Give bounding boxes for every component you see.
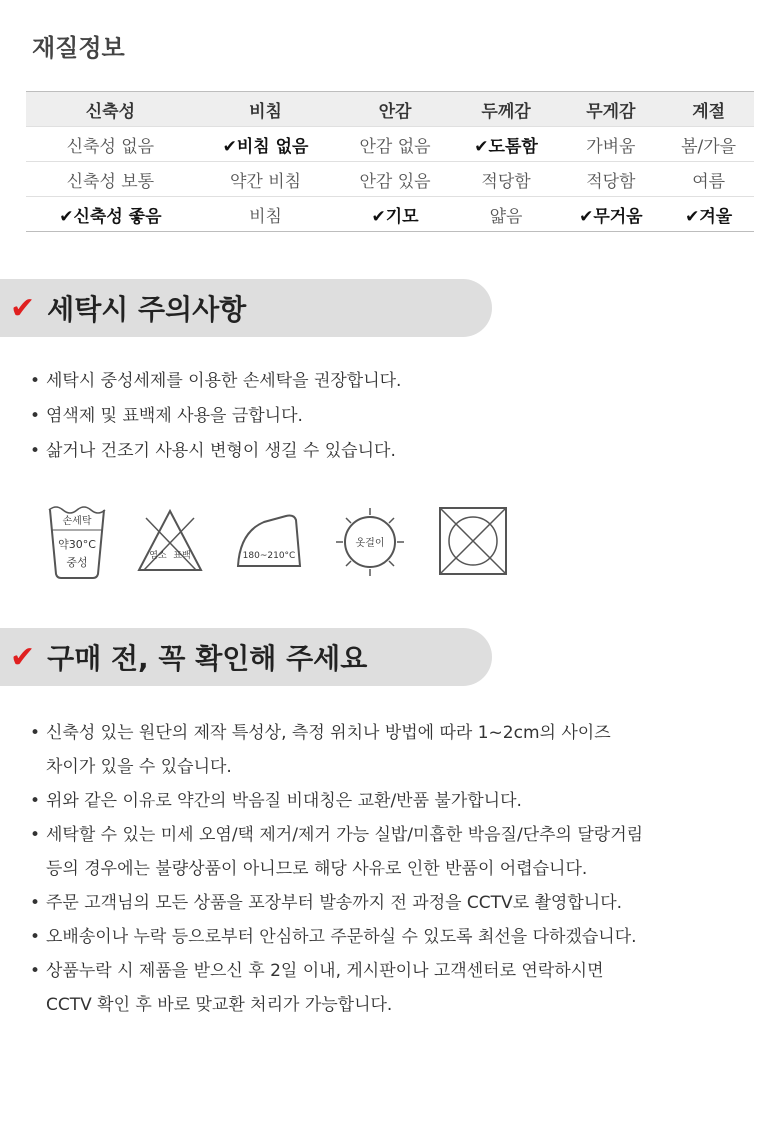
list-item-line: 오배송이나 누락 등으로부터 안심하고 주문하실 수 있도록 최선을 다하겠습니다. <box>46 927 637 947</box>
list-item-line: 세탁할 수 있는 미세 오염/택 제거/제거 가능 실밥/미흡한 박음질/단추의 달랑거림 <box>46 825 644 845</box>
table-cell: 안감 없음 <box>336 127 453 162</box>
no-tumble-dry-icon <box>438 506 508 576</box>
table-cell: 가벼움 <box>558 127 663 162</box>
table-header-row <box>26 92 754 127</box>
notice-section-heading: 구매 전, 꼭 확인해 주세요 <box>47 642 368 675</box>
list-item-line: 신축성 있는 원단의 제작 특성상, 측정 위치나 방법에 따라 1~2cm의 사이즈 <box>46 723 611 743</box>
care-instructions-list <box>30 364 401 469</box>
column-header: 안감 <box>336 92 453 127</box>
hand-wash-icon <box>46 504 108 580</box>
column-header: 계절 <box>663 92 754 127</box>
list-item-line: 차이가 있을 수 있습니다. <box>46 757 232 777</box>
table-cell: 적당함 <box>558 162 663 197</box>
material-info-table <box>26 91 754 232</box>
column-header: 신축성 <box>26 92 195 127</box>
table-cell: 안감 있음 <box>336 162 453 197</box>
line-dry-icon <box>334 506 406 578</box>
notice-section-banner <box>0 628 492 686</box>
list-item: • 삶거나 건조기 사용시 변형이 생길 수 있습니다. <box>30 434 401 469</box>
list-item-line: 주문 고객님의 모든 상품을 포장부터 발송까지 전 과정을 CCTV로 촬영합니다. <box>46 893 623 913</box>
list-item <box>30 954 643 1022</box>
care-symbols <box>46 504 546 582</box>
table-row <box>26 197 754 232</box>
table-cell: ✔ 도톰함 <box>454 127 559 162</box>
detergent-type: 중성 <box>66 556 88 569</box>
column-header: 비침 <box>195 92 337 127</box>
notice-list <box>30 716 643 1022</box>
iron-temperature: 180~210°C <box>242 551 296 561</box>
check-icon: ✔ <box>10 639 36 675</box>
table-cell: 약간 비침 <box>195 162 337 197</box>
table-cell: 비침 <box>195 197 337 232</box>
table-cell: ✔ 겨울 <box>663 197 754 232</box>
iron-icon <box>234 510 304 572</box>
table-cell: 신축성 보통 <box>26 162 195 197</box>
bleach-label: 표백 <box>173 551 191 561</box>
table-cell: 적당함 <box>454 162 559 197</box>
list-item-line: 등의 경우에는 불량상품이 아니므로 해당 사유로 인한 반품이 어렵습니다. <box>46 859 588 879</box>
list-item <box>30 920 643 954</box>
page-title: 재질정보 <box>32 34 125 62</box>
table-cell: 봄/가을 <box>663 127 754 162</box>
hand-wash-label: 손세탁 <box>62 516 92 527</box>
care-section-heading: 세탁시 주의사항 <box>47 293 247 326</box>
list-item <box>30 716 643 784</box>
care-section-banner <box>0 279 492 337</box>
no-bleach-icon <box>136 508 204 574</box>
table-cell: 여름 <box>663 162 754 197</box>
chlorine-label: 염소 <box>149 551 167 561</box>
list-item <box>30 886 643 920</box>
check-icon: ✔ <box>10 290 36 326</box>
list-item <box>30 818 643 886</box>
list-item-line: 위와 같은 이유로 약간의 박음질 비대칭은 교환/반품 불가합니다. <box>46 791 522 811</box>
table-cell: 신축성 없음 <box>26 127 195 162</box>
column-header: 두께감 <box>454 92 559 127</box>
list-item-line: 상품누락 시 제품을 받으신 후 2일 이내, 게시판이나 고객센터로 연락하시면 <box>46 961 604 981</box>
table-cell: ✔ 비침 없음 <box>195 127 337 162</box>
table-cell: 얇음 <box>454 197 559 232</box>
hanger-label: 옷걸이 <box>355 538 385 549</box>
table-row <box>26 127 754 162</box>
table-cell: ✔ 무거움 <box>558 197 663 232</box>
wash-temperature: 약30°C <box>58 538 96 551</box>
list-item: • 염색제 및 표백제 사용을 금합니다. <box>30 399 401 434</box>
list-item-line: CCTV 확인 후 바로 맞교환 처리가 가능합니다. <box>46 995 393 1015</box>
table-row <box>26 162 754 197</box>
table-cell: ✔ 기모 <box>336 197 453 232</box>
list-item: • 세탁시 중성세제를 이용한 손세탁을 권장합니다. <box>30 364 401 399</box>
table-cell: ✔ 신축성 좋음 <box>26 197 195 232</box>
list-item <box>30 784 643 818</box>
column-header: 무게감 <box>558 92 663 127</box>
